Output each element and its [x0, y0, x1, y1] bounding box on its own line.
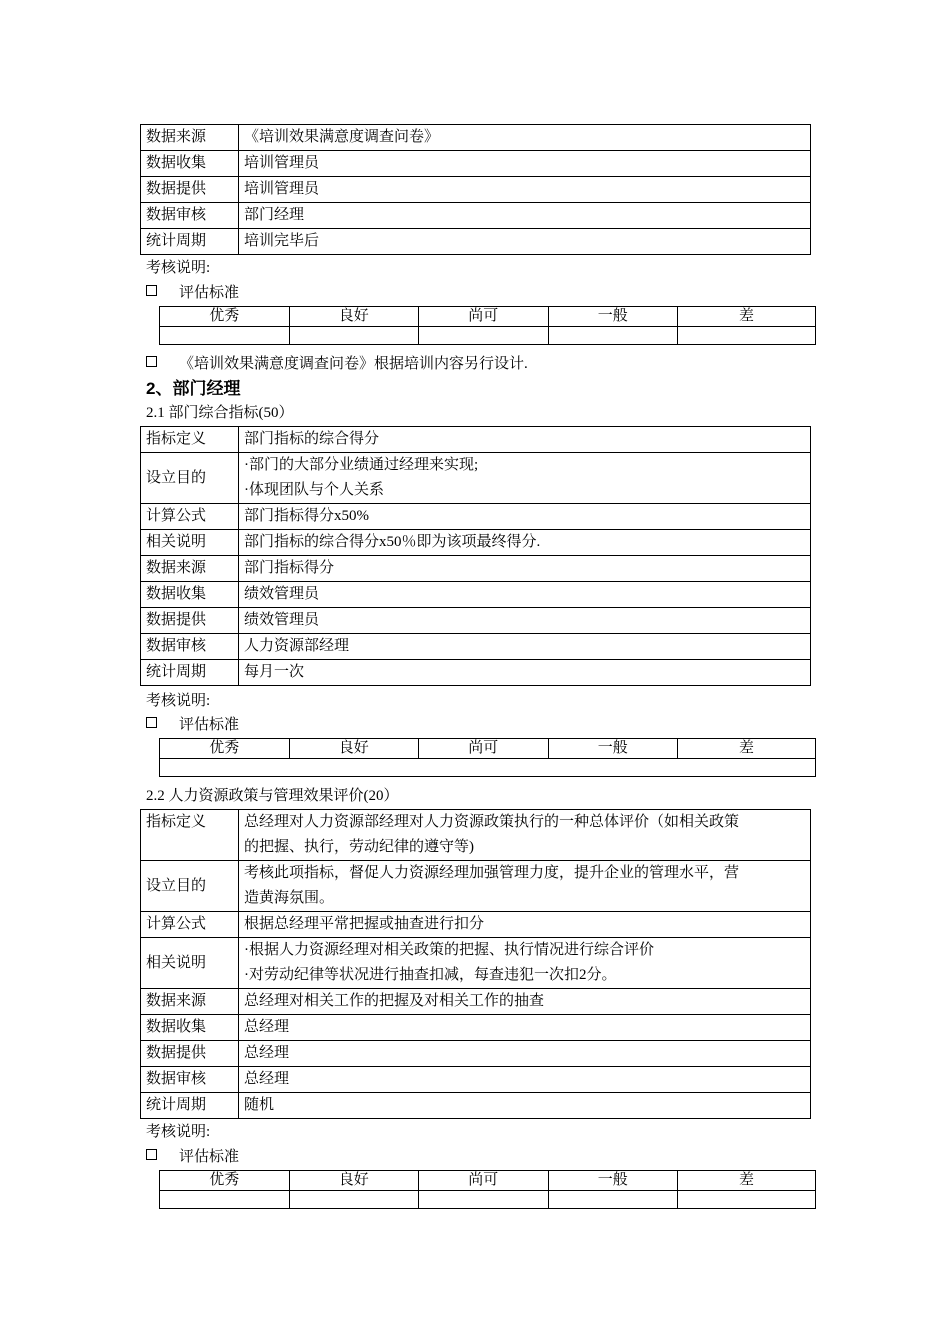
row-key: 指标定义 [141, 810, 239, 861]
table-row [141, 1041, 811, 1067]
checkbox-icon [146, 717, 157, 728]
table-row [141, 634, 811, 660]
hr-policy-table [140, 809, 811, 1119]
grade-cell: 差 [678, 307, 816, 327]
grade-cell: 优秀 [160, 307, 290, 327]
row-value: 每月一次 [239, 660, 811, 686]
grade-cell: 良好 [289, 739, 419, 759]
row-value: 人力资源部经理 [239, 634, 811, 660]
row-value: 总经理对相关工作的把握及对相关工作的抽查 [239, 989, 811, 1015]
eval-standard-label: 评估标准 [179, 1149, 240, 1165]
eval-standard-bullet [146, 715, 239, 735]
row-key: 数据收集 [141, 151, 239, 177]
checkbox-icon [146, 285, 157, 296]
grade-blank-row [160, 1191, 816, 1209]
row-key: 相关说明 [141, 938, 239, 989]
row-key: 设立目的 [141, 861, 239, 912]
assessment-note: 考核说明: [146, 693, 211, 709]
eval-standard-bullet [146, 1147, 239, 1167]
checkbox-icon [146, 1149, 157, 1160]
grade-table [159, 306, 816, 345]
row-value: 绩效管理员 [239, 582, 811, 608]
row-value: 《培训效果满意度调查问卷》 [239, 125, 811, 151]
row-key: 设立目的 [141, 453, 239, 504]
grade-cell: 良好 [289, 307, 419, 327]
value-line: 造黄海氛围。 [244, 890, 335, 906]
row-value: 部门指标得分x50% [239, 504, 811, 530]
table-row [141, 556, 811, 582]
checkbox-icon [146, 356, 157, 367]
value-line: 的把握、执行，劳动纪律的遵守等) [244, 839, 474, 855]
row-key: 数据来源 [141, 556, 239, 582]
table-row [141, 125, 811, 151]
table-row [141, 1093, 811, 1119]
row-key: 相关说明 [141, 530, 239, 556]
row-value [239, 810, 811, 861]
questionnaire-bullet [146, 354, 528, 374]
row-key: 数据审核 [141, 634, 239, 660]
row-value: 部门指标的综合得分x50％即为该项最终得分. [239, 530, 811, 556]
grade-cell: 良好 [289, 1171, 419, 1191]
table-row [141, 938, 811, 989]
table-row [141, 203, 811, 229]
grade-blank-row [160, 327, 816, 345]
row-key: 数据来源 [141, 125, 239, 151]
row-key: 数据收集 [141, 582, 239, 608]
row-key: 统计周期 [141, 660, 239, 686]
table-row [141, 530, 811, 556]
table-row [141, 861, 811, 912]
row-value: 部门指标得分 [239, 556, 811, 582]
row-value: 培训管理员 [239, 177, 811, 203]
row-key: 指标定义 [141, 427, 239, 453]
row-value: 总经理 [239, 1041, 811, 1067]
value-line: ·对劳动纪律等状况进行抽查扣减，每查违犯一次扣2分。 [244, 967, 617, 983]
assessment-note: 考核说明: [146, 260, 211, 276]
table-row [141, 912, 811, 938]
table-row [141, 582, 811, 608]
row-value [239, 453, 811, 504]
row-key: 数据来源 [141, 989, 239, 1015]
row-key: 统计周期 [141, 229, 239, 255]
grade-cell: 差 [678, 1171, 816, 1191]
row-key: 数据提供 [141, 1041, 239, 1067]
section-heading: 2、部门经理 [146, 379, 241, 398]
grade-cell: 一般 [548, 1171, 678, 1191]
grade-cell: 尚可 [419, 739, 549, 759]
table-row [141, 229, 811, 255]
value-line: 总经理对人力资源部经理对人力资源政策执行的一种总体评价（如相关政策 [244, 814, 740, 830]
row-key: 统计周期 [141, 1093, 239, 1119]
value-line: ·根据人力资源经理对相关政策的把握、执行情况进行综合评价 [244, 942, 654, 958]
table-row [141, 504, 811, 530]
table-row [141, 453, 811, 504]
grade-header-row [160, 1171, 816, 1191]
assessment-note: 考核说明: [146, 1124, 211, 1140]
grade-header-row [160, 307, 816, 327]
row-value: 绩效管理员 [239, 608, 811, 634]
row-key: 数据审核 [141, 203, 239, 229]
table-row [141, 810, 811, 861]
grade-cell: 一般 [548, 739, 678, 759]
questionnaire-note: 《培训效果满意度调查问卷》根据培训内容另行设计. [179, 356, 528, 372]
row-value [239, 861, 811, 912]
table-row [141, 1067, 811, 1093]
row-value: 总经理 [239, 1067, 811, 1093]
table-row [141, 660, 811, 686]
grade-cell: 优秀 [160, 1171, 290, 1191]
row-value [239, 938, 811, 989]
row-key: 计算公式 [141, 912, 239, 938]
training-data-table [140, 124, 811, 255]
eval-standard-label: 评估标准 [179, 717, 240, 733]
table-row [141, 608, 811, 634]
value-line: 考核此项指标，督促人力资源经理加强管理力度，提升企业的管理水平，营 [244, 865, 740, 881]
row-key: 数据提供 [141, 177, 239, 203]
table-row [141, 989, 811, 1015]
grade-cell: 一般 [548, 307, 678, 327]
row-value: 随机 [239, 1093, 811, 1119]
subsection-heading: 2.1 部门综合指标(50） [146, 405, 294, 421]
row-value: 根据总经理平常把握或抽查进行扣分 [239, 912, 811, 938]
row-value: 部门经理 [239, 203, 811, 229]
grade-cell: 优秀 [160, 739, 290, 759]
grade-cell: 差 [678, 739, 816, 759]
grade-header-row [160, 739, 816, 759]
row-value: 部门指标的综合得分 [239, 427, 811, 453]
table-row [141, 427, 811, 453]
grade-table [159, 738, 816, 777]
row-value: 培训管理员 [239, 151, 811, 177]
table-row [141, 177, 811, 203]
subsection-heading: 2.2 人力资源政策与管理效果评价(20） [146, 788, 399, 804]
grade-table [159, 1170, 816, 1209]
value-line: ·部门的大部分业绩通过经理来实现; [244, 457, 479, 473]
row-key: 数据提供 [141, 608, 239, 634]
eval-standard-label: 评估标准 [179, 285, 240, 301]
row-value: 培训完毕后 [239, 229, 811, 255]
row-key: 数据审核 [141, 1067, 239, 1093]
value-line: ·体现团队与个人关系 [244, 482, 384, 498]
dept-index-table [140, 426, 811, 686]
row-key: 计算公式 [141, 504, 239, 530]
grade-blank-row [160, 759, 816, 777]
grade-cell: 尚可 [419, 1171, 549, 1191]
table-row [141, 1015, 811, 1041]
eval-standard-bullet [146, 283, 239, 303]
row-value: 总经理 [239, 1015, 811, 1041]
grade-cell: 尚可 [419, 307, 549, 327]
row-key: 数据收集 [141, 1015, 239, 1041]
table-row [141, 151, 811, 177]
